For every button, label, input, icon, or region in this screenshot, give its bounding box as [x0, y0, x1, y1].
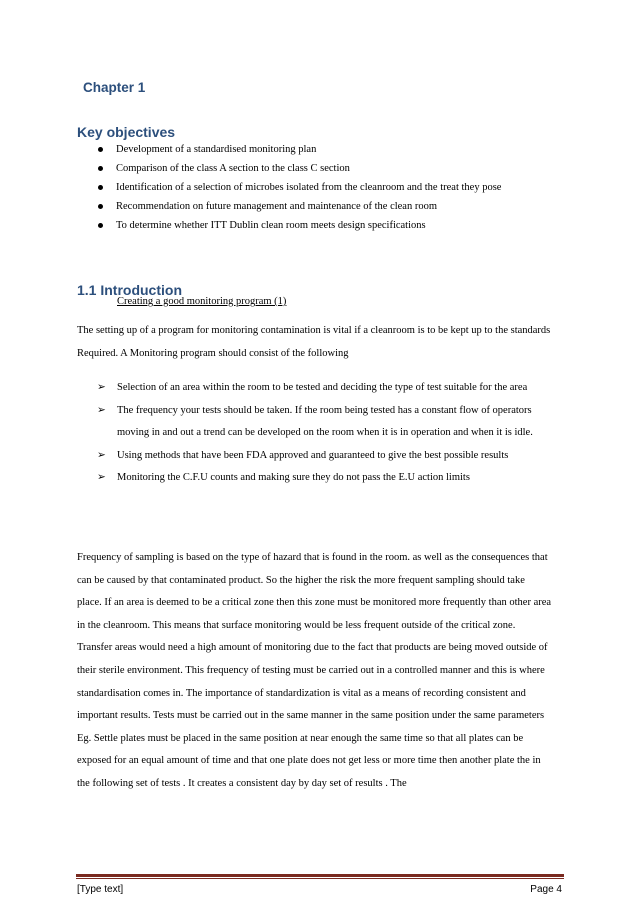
- page-number: Page 4: [530, 884, 562, 895]
- arrow-bullet-icon: ➢: [97, 472, 106, 484]
- list-item: Identification of a selection of microbes isolated from the cleanroom and the treat they pose: [96, 178, 616, 197]
- bullet-icon: [98, 147, 103, 152]
- bullet-icon: [98, 223, 103, 228]
- introduction-paragraph-2: Frequency of sampling is based on the type of hazard that is found in the room. as well as the consequences that can be caused by that contaminated product. So the higher the risk the more frequent sampling should take place. If an area is deemed to be a critical zone then this zone must be monitored more frequently than other area in the cleanroom. This means that surface monitoring would be less frequent outside of the critical zone. Transfer areas would need a high amount of monitoring due to the fact that products are being moved outside of their sterile environment. This frequency of testing must be carried out in a controlled manner and this is where standardisation comes in. The importance of standardization is vital as a means of recording consistent and important results. Tests must be carried out in the same manner in the same position under the same parameters Eg. Settle plates must be placed in the same position at near enough the same time so that all plates can be exposed for an equal amount of time and that one plate does not get less or more time then another plate the in the following set of tests . It creates a consistent day by day set of results . The: [77, 552, 552, 789]
- bullet-icon: [98, 166, 103, 171]
- list-item: ➢ Monitoring the C.F.U counts and making sure they do not pass the E.U action limits: [97, 467, 542, 490]
- key-objectives-heading: Key objectives: [77, 124, 176, 140]
- list-item: ➢ Using methods that have been FDA approved and guaranteed to give the best possible results: [97, 445, 542, 468]
- list-item: ➢ The frequency your tests should be taken. If the room being tested has a constant flow of operators moving in and out a trend can be developed on the room when it is in operation and when it is idle.: [97, 400, 542, 445]
- key-objectives-list: [96, 140, 616, 235]
- chapter-title: Chapter 1: [83, 80, 146, 95]
- bullet-icon: [98, 204, 103, 209]
- footer-divider: [76, 874, 564, 877]
- footer-placeholder-text: [Type text]: [77, 884, 124, 895]
- introduction-paragraph-1: The setting up of a program for monitoring contamination is vital if a cleanroom is to be kept up to the standards Required. A Monitoring program should consist of the following: [77, 325, 551, 359]
- arrow-bullet-icon: ➢: [97, 404, 106, 416]
- introduction-heading: 1.1 Introduction: [77, 282, 182, 298]
- bullet-icon: [98, 185, 103, 190]
- arrow-bullet-icon: ➢: [97, 382, 106, 393]
- arrow-bullet-icon: ➢: [97, 449, 106, 461]
- list-item: To determine whether ITT Dublin clean room meets design specifications: [96, 216, 616, 235]
- list-item: Comparison of the class A section to the class C section: [96, 159, 616, 178]
- list-item: ➢ Selection of an area within the room to be tested and deciding the type of test suitable for the area: [97, 377, 542, 400]
- introduction-subheading: Creating a good monitoring program (1): [117, 296, 287, 307]
- list-item: Development of a standardised monitoring plan: [96, 140, 616, 159]
- list-item: Recommendation on future management and maintenance of the clean room: [96, 197, 616, 216]
- footer-divider-thin: [76, 878, 564, 879]
- monitoring-steps-list: [97, 377, 542, 490]
